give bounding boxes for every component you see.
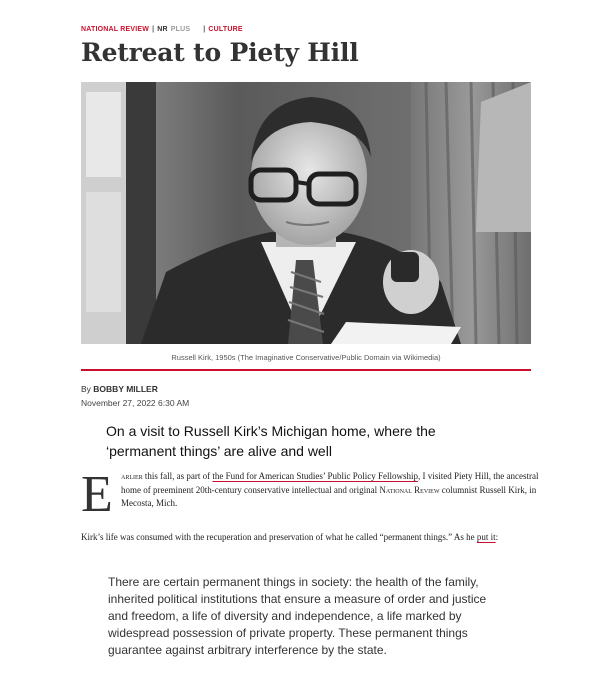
byline-prefix: By xyxy=(81,384,91,394)
portrait-photo xyxy=(81,82,531,344)
plus-label: PLUS xyxy=(170,26,191,33)
author-link[interactable]: BOBBY MILLER xyxy=(93,384,158,394)
drop-cap: E xyxy=(81,466,113,523)
publish-date: November 27, 2022 6:30 AM xyxy=(81,398,190,408)
text-run: : xyxy=(495,532,499,542)
kicker-separator: | xyxy=(203,26,206,33)
paragraph xyxy=(81,530,521,544)
nr-plus-link[interactable]: NR xyxy=(157,26,168,33)
publication-name: National Review xyxy=(379,484,440,495)
put-it-link[interactable]: put it xyxy=(476,532,496,542)
text-run: , I visited Piety Hill, the ancestral home of preeminent 20th-century conservative intellectual and original xyxy=(121,471,539,495)
article-dek: On a visit to Russell Kirk’s Michigan home, where the ‘permanent things’ are alive and well xyxy=(106,423,436,459)
kicker-separator: | xyxy=(152,26,155,33)
brand-link[interactable]: NATIONAL REVIEW xyxy=(81,26,150,33)
page-title: Retreat to Piety Hill xyxy=(81,38,359,67)
text-run: columnist Russell Kirk, in Mecosta, Mich. xyxy=(121,484,537,508)
lead-in: arlier xyxy=(121,471,143,481)
paragraph xyxy=(121,470,541,511)
section-kicker xyxy=(81,26,243,33)
text-run: Kirk’s life was consumed with the recuperation and preservation of what he called “permanent things.” As he xyxy=(81,532,477,542)
hero-image xyxy=(81,82,531,344)
divider xyxy=(81,369,531,371)
byline xyxy=(81,384,158,394)
block-quote: There are certain permanent things in society: the health of the family, inherited political institutions that ensure a measure of order and justice and freedom, a life of diversity and independence, a life marked by widespread possession of private property. These permanent things guarantee against arbitrary interference by the state. xyxy=(108,575,487,657)
fund-link[interactable]: the Fund for American Studies’ Public Policy Fellowship xyxy=(212,471,418,481)
text-run: this fall, as part of xyxy=(142,471,213,481)
image-caption: Russell Kirk, 1950s (The Imaginative Conservative/Public Domain via Wikimedia) xyxy=(171,353,441,362)
section-link[interactable]: CULTURE xyxy=(208,26,243,33)
